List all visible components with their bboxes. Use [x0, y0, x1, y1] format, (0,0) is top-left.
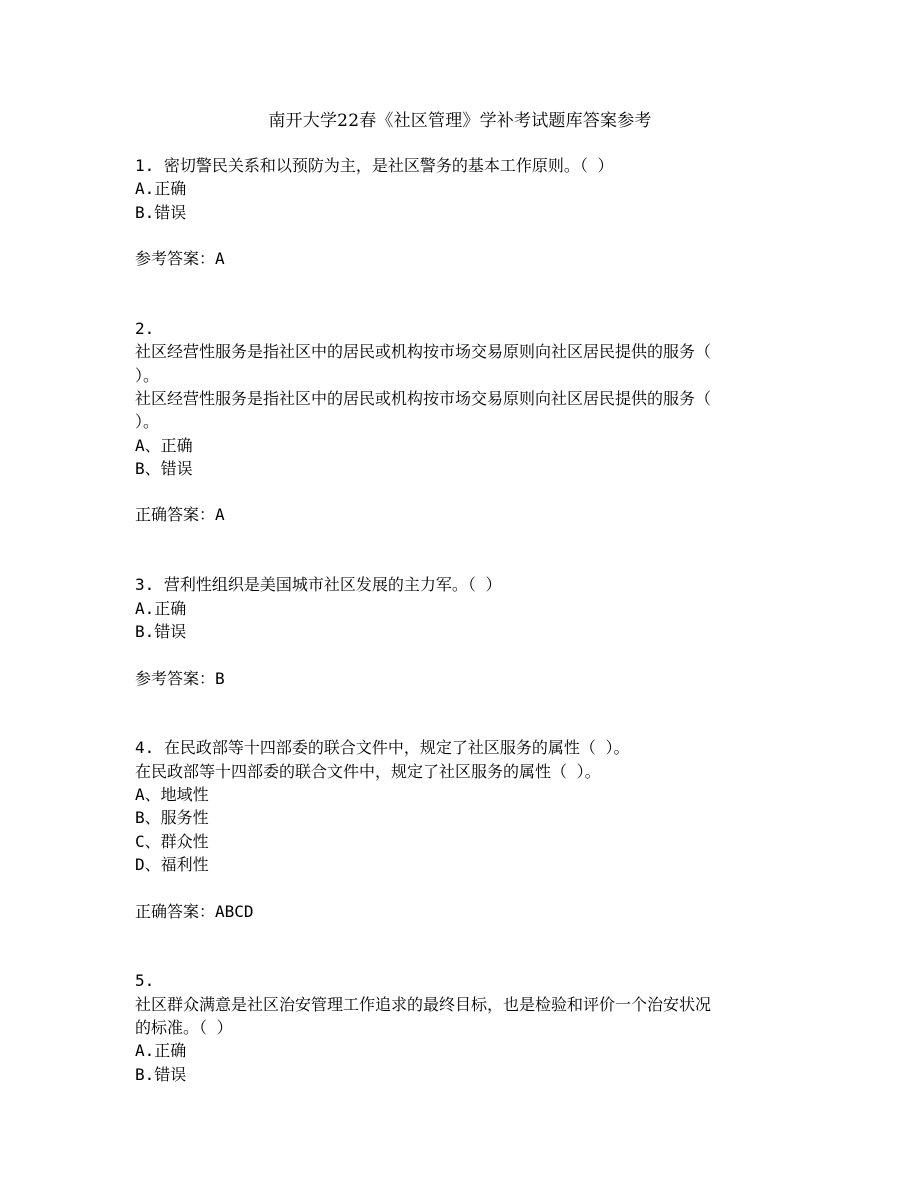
- question-3-option-b: B.错误: [135, 621, 187, 641]
- question-2-number: 2.: [135, 319, 155, 339]
- question-2-option-b: B、错误: [135, 458, 193, 478]
- question-3-answer: 参考答案：B: [135, 668, 225, 688]
- question-4-text-line-2: 在民政部等十四部委的联合文件中，规定了社区服务的属性（ ）。: [135, 761, 601, 781]
- document-title: 南开大学22春《社区管理》学补考试题库答案参考: [268, 111, 652, 131]
- question-1: [135, 154, 795, 270]
- question-4-answer: 正确答案：ABCD: [135, 901, 254, 921]
- question-4-option-d: D、福利性: [135, 854, 209, 874]
- question-2-text-line-1: 社区经营性服务是指社区中的居民或机构按市场交易原则向社区居民提供的服务（: [135, 342, 712, 362]
- question-4-option-c: C、群众性: [135, 831, 209, 851]
- question-5-text-line-2: 的标准。（ ）: [135, 1017, 233, 1037]
- question-3-text: 3. 营利性组织是美国城市社区发展的主力军。（ ）: [135, 575, 502, 595]
- question-5-option-b: B.错误: [135, 1064, 187, 1084]
- question-2-answer: 正确答案：A: [135, 505, 225, 525]
- question-5-text-line-1: 社区群众满意是社区治安管理工作追求的最终目标，也是检验和评价一个治安状况: [135, 994, 712, 1014]
- question-4: [135, 736, 795, 922]
- question-1-option-b: B.错误: [135, 202, 187, 222]
- question-1-answer: 参考答案：A: [135, 249, 225, 269]
- question-4-text-line-1: 4. 在民政部等十四部委的联合文件中，规定了社区服务的属性（ ）。: [135, 738, 630, 758]
- question-3-option-a: A.正确: [135, 598, 187, 618]
- question-1-option-a: A.正确: [135, 179, 187, 199]
- question-5-option-a: A.正确: [135, 1041, 187, 1061]
- question-2-text-line-4: ）。: [135, 412, 160, 432]
- question-2: [135, 317, 795, 527]
- question-1-text: 1. 密切警民关系和以预防为主，是社区警务的基本工作原则。（ ）: [135, 156, 614, 175]
- question-2-text-line-2: ）。: [135, 365, 160, 385]
- question-2-text-line-3: 社区经营性服务是指社区中的居民或机构按市场交易原则向社区居民提供的服务（: [135, 388, 712, 408]
- question-5: [135, 969, 795, 1085]
- question-3: [135, 573, 795, 689]
- question-4-option-b: B、服务性: [135, 808, 209, 828]
- question-4-option-a: A、地域性: [135, 785, 209, 805]
- question-5-number: 5.: [135, 971, 155, 991]
- question-2-option-a: A、正确: [135, 435, 193, 455]
- question-list: [135, 154, 795, 1086]
